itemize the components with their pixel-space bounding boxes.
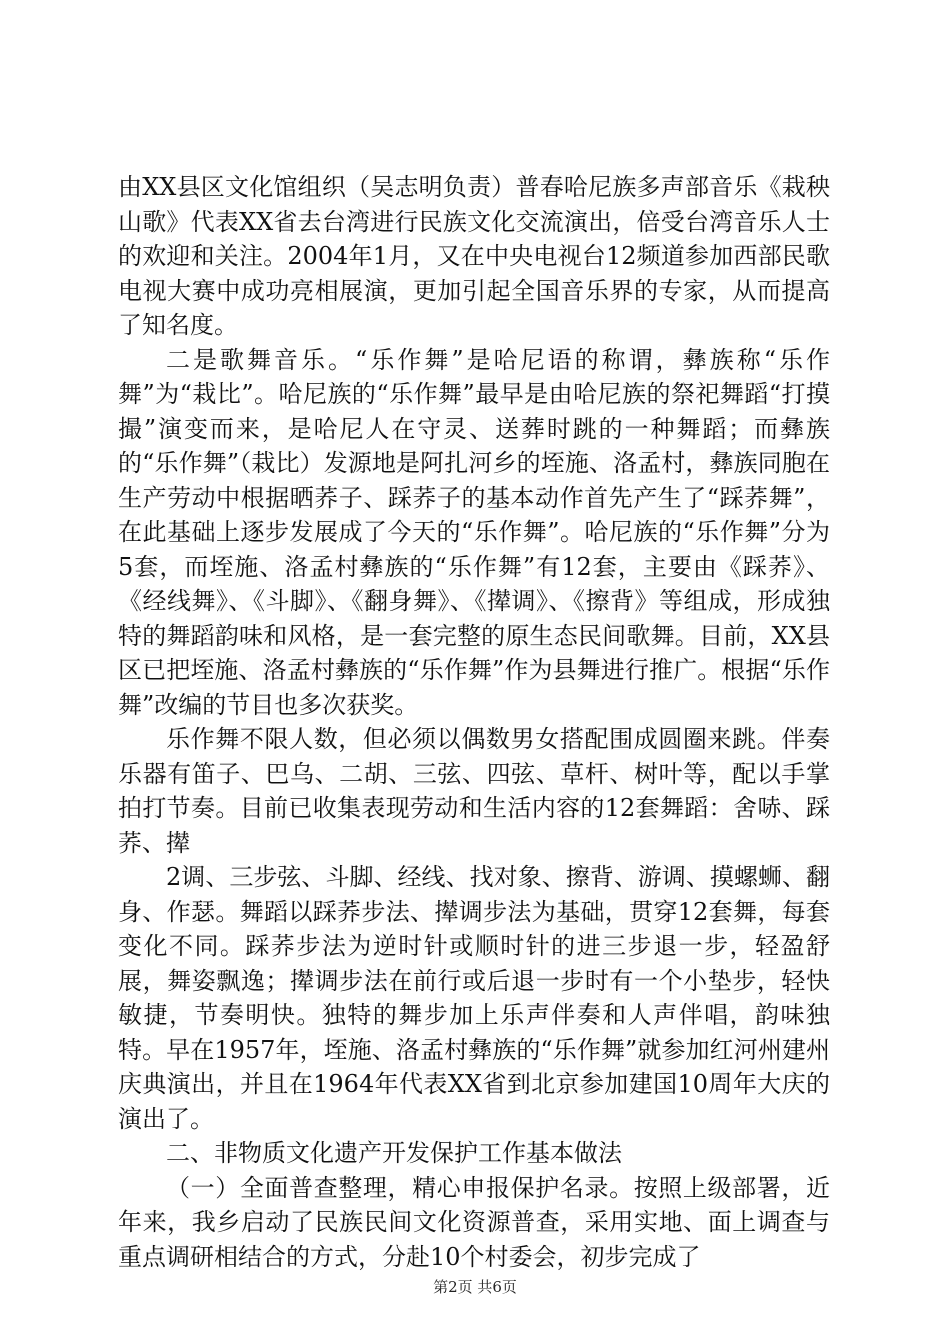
document-body: [118, 170, 830, 1274]
paragraph-4: 2调、三步弦、斗脚、经线、找对象、擦背、游调、摸螺蛳、翻身、作瑟。舞蹈以踩荞步法、撵调步法为基础，贯穿12套舞，每套变化不同。踩荞步法为逆时针或顺时针的进三步退一步，轻盈舒展，舞姿飘逸；撵调步法在前行或后退一步时有一个小垫步，轻快敏捷，节奏明快。独特的舞步加上乐声伴奏和人声伴唱，韵味独特。早在1957年，垤施、洛孟村彝族的“乐作舞”就参加红河州建州庆典演出，并且在1964年代表XX省到北京参加建国10周年大庆的演出了。: [118, 863, 830, 1133]
paragraph-5: （一）全面普查整理，精心申报保护名录。按照上级部署，近年来，我乡启动了民族民间文化资源普查，采用实地、面上调查与重点调研相结合的方式，分赴10个村委会，初步完成了: [118, 1173, 830, 1271]
paragraph-3: 乐作舞不限人数，但必须以偶数男女搭配围成圆圈来跳。伴奏乐器有笛子、巴乌、二胡、三弦、四弦、草杆、树叶等，配以手掌拍打节奏。目前已收集表现劳动和生活内容的12套舞蹈：舍哧、踩荞、撵: [118, 725, 830, 857]
section-heading: 二、非物质文化遗产开发保护工作基本做法: [166, 1139, 622, 1167]
page-footer: [0, 1276, 950, 1297]
page-number: 第2页 共6页: [433, 1278, 517, 1296]
paragraph-2: 二是歌舞音乐。“乐作舞”是哈尼语的称谓，彝族称“乐作舞”为“栽比”。哈尼族的“乐作舞”最早是由哈尼族的祭祀舞蹈“打摸撮”演变而来，是哈尼人在守灵、送葬时跳的一种舞蹈；而彝族的“乐作舞”（栽比）发源地是阿扎河乡的垤施、洛孟村，彝族同胞在生产劳动中根据晒荞子、踩荞子的基本动作首先产生了“踩荞舞”，在此基础上逐步发展成了今天的“乐作舞”。哈尼族的“乐作舞”分为5套，而垤施、洛孟村彝族的“乐作舞”有12套，主要由《踩荞》、《经线舞》、《斗脚》、《翻身舞》、《撵调》、《擦背》等组成，形成独特的舞蹈韵味和风格，是一套完整的原生态民间歌舞。目前，XX县区已把垤施、洛孟村彝族的“乐作舞”作为县舞进行推广。根据“乐作舞”改编的节目也多次获奖。: [118, 345, 830, 719]
paragraph-1: 由XX县区文化馆组织（吴志明负责）普春哈尼族多声部音乐《栽秧山歌》代表XX省去台湾进行民族文化交流演出，倍受台湾音乐人士的欢迎和关注。2004年1月，又在中央电视台12频道参加西部民歌电视大赛中成功亮相展演，更加引起全国音乐界的专家，从而提高了知名度。: [118, 173, 830, 339]
